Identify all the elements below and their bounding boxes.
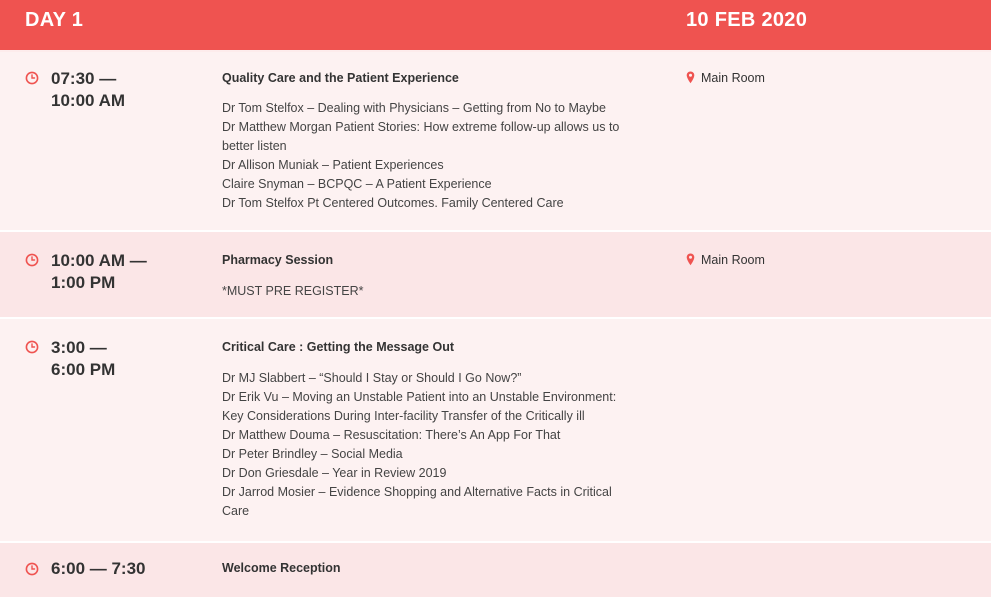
session-row: [0, 319, 991, 541]
clock-icon: [25, 562, 39, 576]
day-header: [0, 0, 991, 50]
session-title: Quality Care and the Patient Experience: [222, 71, 459, 85]
session-time-start: 10:00 AM —: [51, 251, 147, 270]
session-speakers: [222, 99, 632, 213]
map-pin-icon: [686, 71, 695, 84]
session-row: [0, 52, 991, 230]
session-row: [0, 543, 991, 597]
location-label: Main Room: [701, 253, 765, 267]
session-row: [0, 232, 991, 317]
session-time-end: 1:00 PM: [51, 273, 116, 292]
map-pin-icon: [686, 253, 695, 266]
session-time-start: 3:00 —: [51, 338, 107, 357]
session-time-end: 10:00 AM: [51, 91, 126, 110]
clock-icon: [25, 71, 39, 85]
speaker-line: Dr MJ Slabbert – “Should I Stay or Should I Go Now?”: [222, 371, 522, 385]
speaker-line: Dr Matthew Morgan Patient Stories: How extreme follow-up allows us to better listen: [222, 120, 620, 153]
session-speakers: [222, 282, 632, 301]
session-title: Welcome Reception: [222, 561, 341, 575]
session-time: [51, 337, 115, 381]
clock-icon: [25, 340, 39, 354]
speaker-line: Dr Don Griesdale – Year in Review 2019: [222, 466, 447, 480]
speaker-line: Dr Tom Stelfox Pt Centered Outcomes. Family Centered Care: [222, 196, 564, 210]
session-speakers: [222, 369, 632, 521]
location-label: Main Room: [701, 71, 765, 85]
speaker-line: Claire Snyman – BCPQC – A Patient Experience: [222, 177, 492, 191]
session-time-start: 07:30 —: [51, 69, 117, 88]
day-label: DAY 1: [25, 9, 84, 31]
session-location: [686, 71, 765, 85]
speaker-line: Dr Matthew Douma – Resuscitation: There’s An App For That: [222, 428, 561, 442]
session-title: Pharmacy Session: [222, 253, 334, 267]
session-title: Critical Care : Getting the Message Out: [222, 340, 454, 354]
speaker-line: Dr Tom Stelfox – Dealing with Physicians – Getting from No to Maybe: [222, 101, 606, 115]
session-time-start: 6:00 — 7:30: [51, 559, 146, 578]
day-date: 10 FEB 2020: [686, 9, 808, 31]
session-location: [686, 253, 765, 267]
speaker-line: *MUST PRE REGISTER*: [222, 284, 364, 298]
session-time: [51, 68, 125, 112]
session-time: [51, 250, 147, 294]
speaker-line: Dr Peter Brindley – Social Media: [222, 447, 403, 461]
speaker-line: Dr Erik Vu – Moving an Unstable Patient into an Unstable Environment: Key Considerations During Inter-facility Transfer of the Critically ill: [222, 390, 617, 423]
clock-icon: [25, 253, 39, 267]
session-time: [51, 558, 146, 580]
session-time-end: 6:00 PM: [51, 360, 116, 379]
speaker-line: Dr Jarrod Mosier – Evidence Shopping and Alternative Facts in Critical Care: [222, 485, 612, 518]
speaker-line: Dr Allison Muniak – Patient Experiences: [222, 158, 444, 172]
